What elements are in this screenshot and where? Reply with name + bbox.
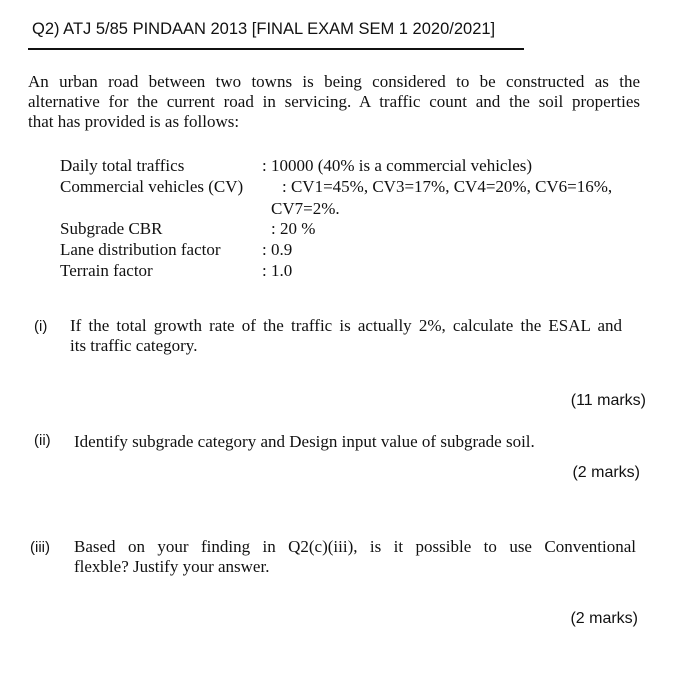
property-label: Daily total traffics [60, 156, 185, 175]
property-label: Subgrade CBR [60, 219, 163, 238]
property-value: : 10000 (40% is a commercial vehicles) [262, 156, 533, 175]
question-line: its traffic category. [70, 336, 198, 355]
question-line: Identify subgrade category and Design input value of subgrade soil. [74, 432, 535, 451]
property-label: Lane distribution factor [60, 240, 221, 259]
intro-line: An urban road between two towns is being considered to be constructed as the [28, 72, 640, 91]
question-number: (i) [34, 318, 48, 335]
property-label: Commercial vehicles (CV) [60, 177, 244, 196]
intro-line: alternative for the current road in servicing. A traffic count and the soil properties [28, 92, 640, 111]
question-text [70, 316, 622, 356]
property-value: : 20 % [271, 219, 316, 238]
question-line: If the total growth rate of the traffic is actually 2%, calculate the ESAL and [70, 316, 622, 335]
question-line: Based on your finding in Q2(c)(iii), is it possible to use Conventional [74, 537, 636, 556]
marks-label: (2 marks) [572, 464, 640, 481]
property-value-continued: CV7=2%. [271, 199, 340, 218]
heading-underline [28, 48, 524, 50]
question-line: flexble? Justify your answer. [74, 557, 270, 576]
property-value: : 0.9 [262, 240, 293, 259]
intro-paragraph [28, 72, 640, 132]
question-number: (iii) [30, 539, 50, 556]
marks-label: (2 marks) [570, 610, 638, 627]
property-value: : CV1=45%, CV3=17%, CV4=20%, CV6=16%, [282, 177, 613, 196]
property-value: : 1.0 [262, 261, 293, 280]
question-number: (ii) [34, 432, 51, 449]
property-label: Terrain factor [60, 261, 153, 280]
marks-label: (11 marks) [570, 392, 646, 409]
intro-line: that has provided is as follows: [28, 112, 240, 131]
question-heading: Q2) ATJ 5/85 PINDAAN 2013 [FINAL EXAM SEM 1 2020/2021] [32, 20, 496, 38]
question-text [74, 537, 636, 577]
